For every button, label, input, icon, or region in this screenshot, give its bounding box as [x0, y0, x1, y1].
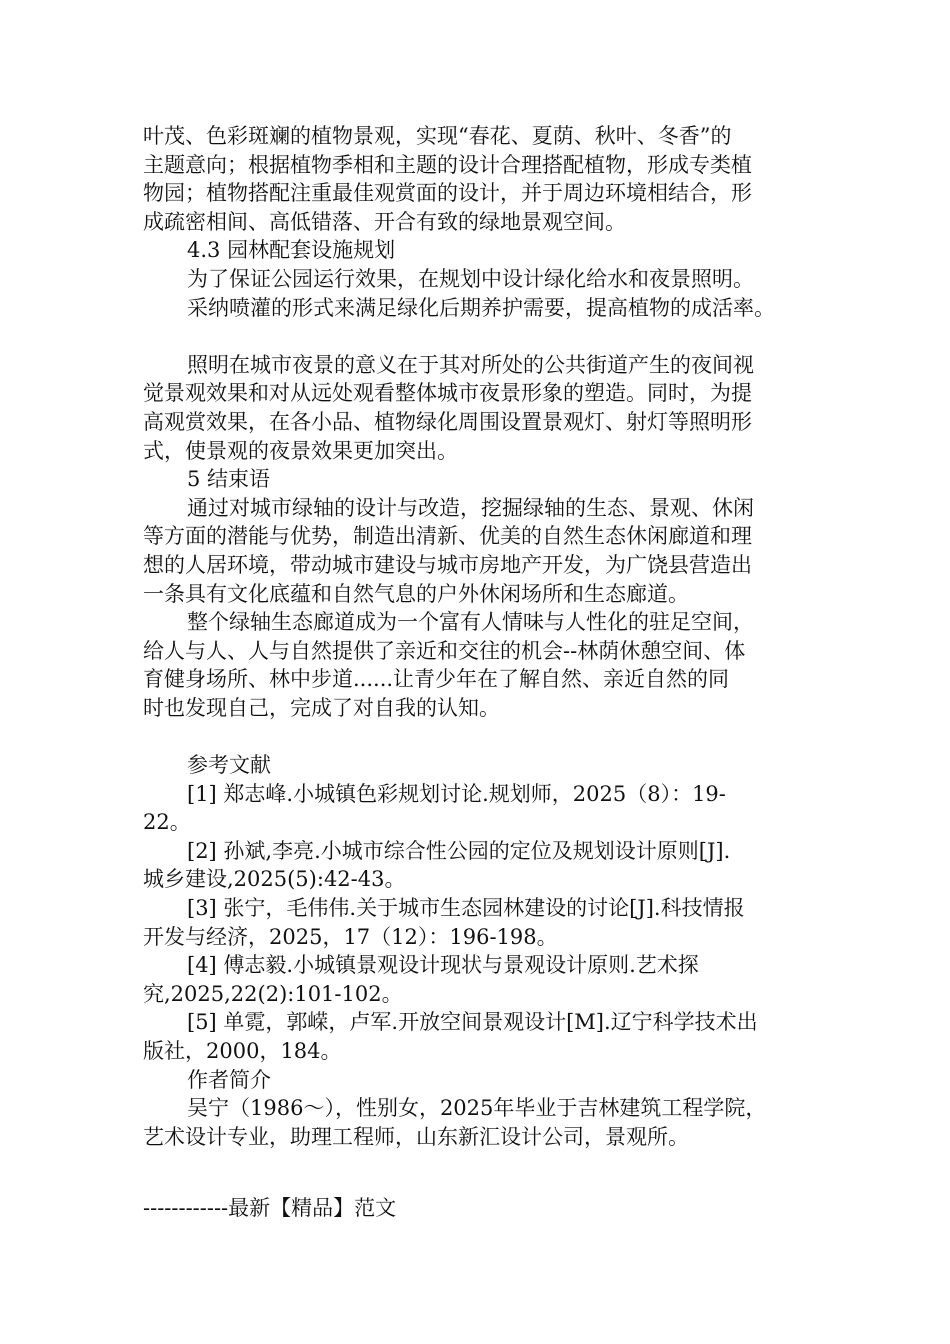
text-line: [5] 单霓，郭嵘，卢军.开放空间景观设计[M].辽宁科学技术出 [187, 1010, 758, 1035]
text-line: 叶茂、色彩斑斓的植物景观，实现“春花、夏荫、秋叶、冬香”的 [143, 124, 732, 148]
text-line: 吴宁（1986～），性别女，2025年毕业于吉林建筑工程学院， [187, 1096, 767, 1121]
text-line: 成疏密相间、高低错落、开合有致的绿地景观空间。 [143, 209, 626, 234]
text-line: 整个绿轴生态廊道成为一个富有人情味与人性化的驻足空间， [187, 610, 754, 635]
section-5-heading: 5 结束语 [187, 467, 271, 492]
text-line: 通过对城市绿轴的设计与改造，挖掘绿轴的生态、景观、休闲 [187, 495, 754, 520]
text-line: 城乡建设,2025(5):42-43。 [143, 867, 406, 892]
text-line: 育健身场所、林中步道......让青少年在了解自然、亲近自然的同 [143, 667, 730, 692]
text-line: 等方面的潜能与优势，制造出清新、优美的自然生态休闲廊道和理 [143, 524, 752, 549]
reference-item [143, 894, 813, 951]
reference-item [143, 780, 813, 837]
text-line: 照明在城市夜景的意义在于其对所处的公共街道产生的夜间视 [187, 352, 754, 377]
text-line: [1] 郑志峰.小城镇色彩规划讨论.规划师，2025（8）：19- [187, 781, 726, 806]
text-line: 主题意向；根据植物季相和主题的设计合理搭配植物，形成专类植 [143, 152, 752, 177]
conclusion-paragraph-2 [143, 608, 813, 722]
references-heading: 参考文献 [187, 753, 271, 778]
text-line: 高观赏效果，在各小品、植物绿化周围设置景观灯、射灯等照明形 [143, 409, 752, 434]
text-line: 为了保证公园运行效果，在规划中设计绿化给水和夜景照明。 [187, 266, 754, 291]
text-line: [3] 张宁，毛伟伟.关于城市生态园林建设的讨论[J].科技情报 [187, 896, 745, 921]
text-line: 开发与经济，2025，17（12）：196-198。 [143, 924, 558, 949]
text-line: 式，使景观的夜景效果更加突出。 [143, 438, 458, 463]
conclusion-paragraph-1 [143, 494, 813, 608]
text-line: 一条具有文化底蕴和自然气息的户外休闲场所和生态廊道。 [143, 581, 689, 606]
text-line: 艺术设计专业，助理工程师，山东新汇设计公司，景观所。 [143, 1124, 689, 1149]
text-line: 给人与人、人与自然提供了亲近和交往的机会--林荫休憩空间、体 [143, 638, 746, 663]
reference-item [143, 837, 813, 894]
text-line: 时也发现自己，完成了对自我的认知。 [143, 695, 500, 720]
text-line: 22。 [143, 810, 191, 835]
reference-item [143, 1008, 813, 1065]
text-line: 采纳喷灌的形式来满足绿化后期养护需要，提高植物的成活率。 [187, 295, 775, 320]
section-4-3-heading: 4.3 园林配套设施规划 [187, 238, 396, 263]
text-line: 想的人居环境，带动城市建设与城市房地产开发，为广饶县营造出 [143, 552, 752, 577]
text-line: 究,2025,22(2):101-102。 [143, 981, 403, 1006]
text-line: 物园；植物搭配注重最佳观赏面的设计，并于周边环境相结合，形 [143, 181, 752, 206]
lighting-paragraph [143, 351, 813, 465]
document-body [143, 122, 813, 1223]
reference-item [143, 951, 813, 1008]
footer-text: ------------最新【精品】范文 [143, 1196, 397, 1221]
text-line: 觉景观效果和对从远处观看整体城市夜景形象的塑造。同时，为提 [143, 381, 752, 406]
author-heading: 作者简介 [187, 1067, 271, 1092]
text-line: 版社，2000，184。 [143, 1039, 342, 1063]
plant-landscape-paragraph [143, 122, 813, 236]
text-line: [2] 孙斌,李亮.小城市综合性公园的定位及规划设计原则[J]. [187, 838, 731, 863]
text-line: [4] 傅志毅.小城镇景观设计现状与景观设计原则.艺术探 [187, 953, 699, 978]
